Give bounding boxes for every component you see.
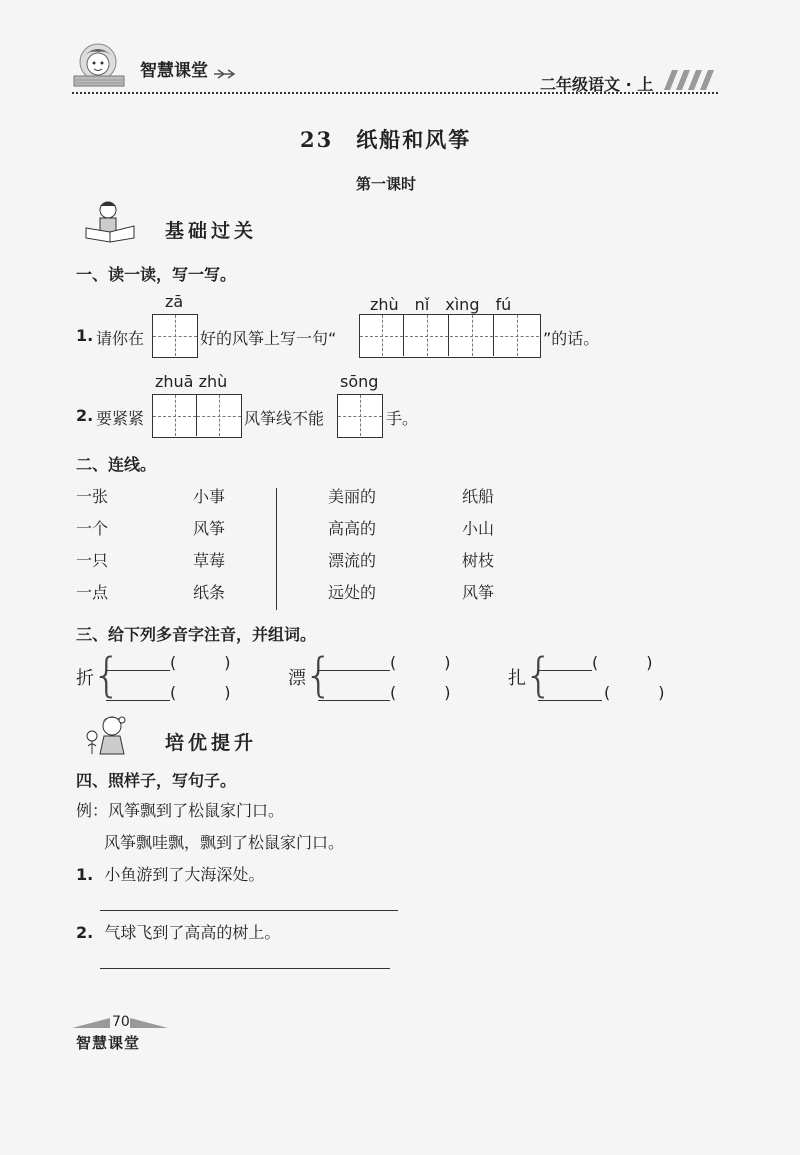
section-basic-title: 基础过关 <box>165 220 258 242</box>
brace-icon: { <box>524 648 554 702</box>
list-item[interactable]: 小山 <box>462 519 495 538</box>
q1-item1-text-b: 好的风筝上写一句“ <box>200 329 337 348</box>
header-grade: 二年级语文 · 上 <box>540 75 654 94</box>
brace-icon: { <box>304 648 334 702</box>
pinyin-blank[interactable]: ( ) <box>390 653 451 672</box>
answer-line[interactable] <box>318 670 390 671</box>
footer-page-number-group <box>72 1014 168 1032</box>
example-sentence-2: 风筝飘哇飘，飘到了松鼠家门口。 <box>104 833 345 852</box>
pinyin-blank[interactable]: ( ) <box>390 683 451 702</box>
q1-item2-row <box>76 394 716 438</box>
list-item[interactable]: 草莓 <box>193 551 226 570</box>
polyphone-char: 漂 <box>288 668 306 689</box>
writing-box-song[interactable] <box>337 394 383 438</box>
q2-heading: 二、连线。 <box>76 455 157 474</box>
answer-line[interactable] <box>106 670 170 671</box>
arrow-icon <box>214 64 240 83</box>
header-brand: 智慧课堂 <box>140 61 208 81</box>
q1-item2-number: 2. <box>76 406 94 425</box>
list-item[interactable]: 一点 <box>76 583 109 602</box>
boy-reading-icon <box>80 198 138 248</box>
list-item[interactable]: 漂流的 <box>328 551 377 570</box>
q1-item2-pinyin-a: zhuā zhù <box>155 372 228 391</box>
pinyin-blank[interactable]: ( ) <box>604 683 665 702</box>
answer-line[interactable] <box>106 700 170 701</box>
answer-line[interactable] <box>100 968 390 969</box>
example-sentence-1: 风筝飘到了松鼠家门口。 <box>108 801 285 820</box>
writing-box-zhua-zhu[interactable] <box>152 394 242 438</box>
header-rule <box>72 92 718 94</box>
q1-item1-row <box>76 314 716 358</box>
answer-line[interactable] <box>538 700 602 701</box>
q4-item1 <box>76 862 264 885</box>
answer-line[interactable] <box>100 910 398 911</box>
list-item[interactable]: 风筝 <box>462 583 495 602</box>
list-item[interactable]: 一只 <box>76 551 109 570</box>
polyphone-row <box>76 648 716 708</box>
stripes-icon <box>664 70 716 94</box>
q1-item1-text-c: ”的话。 <box>543 329 600 348</box>
header-logo <box>68 40 132 90</box>
q1-item2-text-b: 风筝线不能 <box>244 409 325 428</box>
example-label: 例： <box>76 801 109 820</box>
list-item[interactable]: 小事 <box>193 487 226 506</box>
q1-heading: 一、读一读，写一写。 <box>76 265 237 284</box>
lesson-subtitle: 第一课时 <box>356 175 417 193</box>
list-item[interactable]: 纸条 <box>193 583 226 602</box>
section-advanced-title: 培优提升 <box>165 732 258 754</box>
q1-item2-pinyin-b: sōng <box>340 372 379 391</box>
list-item[interactable]: 高高的 <box>328 519 377 538</box>
matching-divider <box>276 488 277 610</box>
answer-line[interactable] <box>318 700 390 701</box>
writing-box-zhu-ni-xing-fu[interactable] <box>359 314 541 358</box>
list-item[interactable]: 一张 <box>76 487 109 506</box>
q4-item2-number: 2. <box>76 923 94 942</box>
footer-brand: 智慧课堂 <box>76 1034 141 1052</box>
polyphone-char: 扎 <box>508 668 526 689</box>
footer-page-number: 70 <box>112 1014 130 1030</box>
pinyin-blank[interactable]: ( ) <box>170 653 231 672</box>
q1-item1-number: 1. <box>76 326 94 345</box>
lesson-title: 23 纸船和风筝 <box>300 127 472 152</box>
pinyin-blank[interactable]: ( ) <box>170 683 231 702</box>
list-item[interactable]: 树枝 <box>462 551 495 570</box>
answer-line[interactable] <box>538 670 592 671</box>
q1-item1-pinyin-a: zā <box>165 292 184 311</box>
q4-example <box>76 798 284 821</box>
girl-flower-icon <box>82 712 132 764</box>
brace-icon: { <box>92 648 122 702</box>
writing-box-za[interactable] <box>152 314 198 358</box>
q1-item1-text-a: 请你在 <box>96 329 145 348</box>
pinyin-blank[interactable]: ( ) <box>592 653 653 672</box>
list-item[interactable]: 纸船 <box>462 487 495 506</box>
list-item[interactable]: 远处的 <box>328 583 377 602</box>
q1-item2-text-c: 手。 <box>386 409 419 428</box>
q4-heading: 四、照样子，写句子。 <box>76 771 237 790</box>
q4-item2 <box>76 920 280 943</box>
list-item[interactable]: 一个 <box>76 519 109 538</box>
matching-list <box>76 484 536 614</box>
q4-item2-text: 气球飞到了高高的树上。 <box>104 923 281 942</box>
list-item[interactable]: 风筝 <box>193 519 226 538</box>
list-item[interactable]: 美丽的 <box>328 487 377 506</box>
q1-item2-text-a: 要紧紧 <box>96 409 145 428</box>
polyphone-char: 折 <box>76 668 94 689</box>
girl-icon <box>68 40 132 90</box>
q4-item1-text: 小鱼游到了大海深处。 <box>104 865 265 884</box>
q4-item1-number: 1. <box>76 865 94 884</box>
q1-item1-pinyin-b: zhù nǐ xìng fú <box>370 295 512 314</box>
q3-heading: 三、给下列多音字注音，并组词。 <box>76 625 317 644</box>
